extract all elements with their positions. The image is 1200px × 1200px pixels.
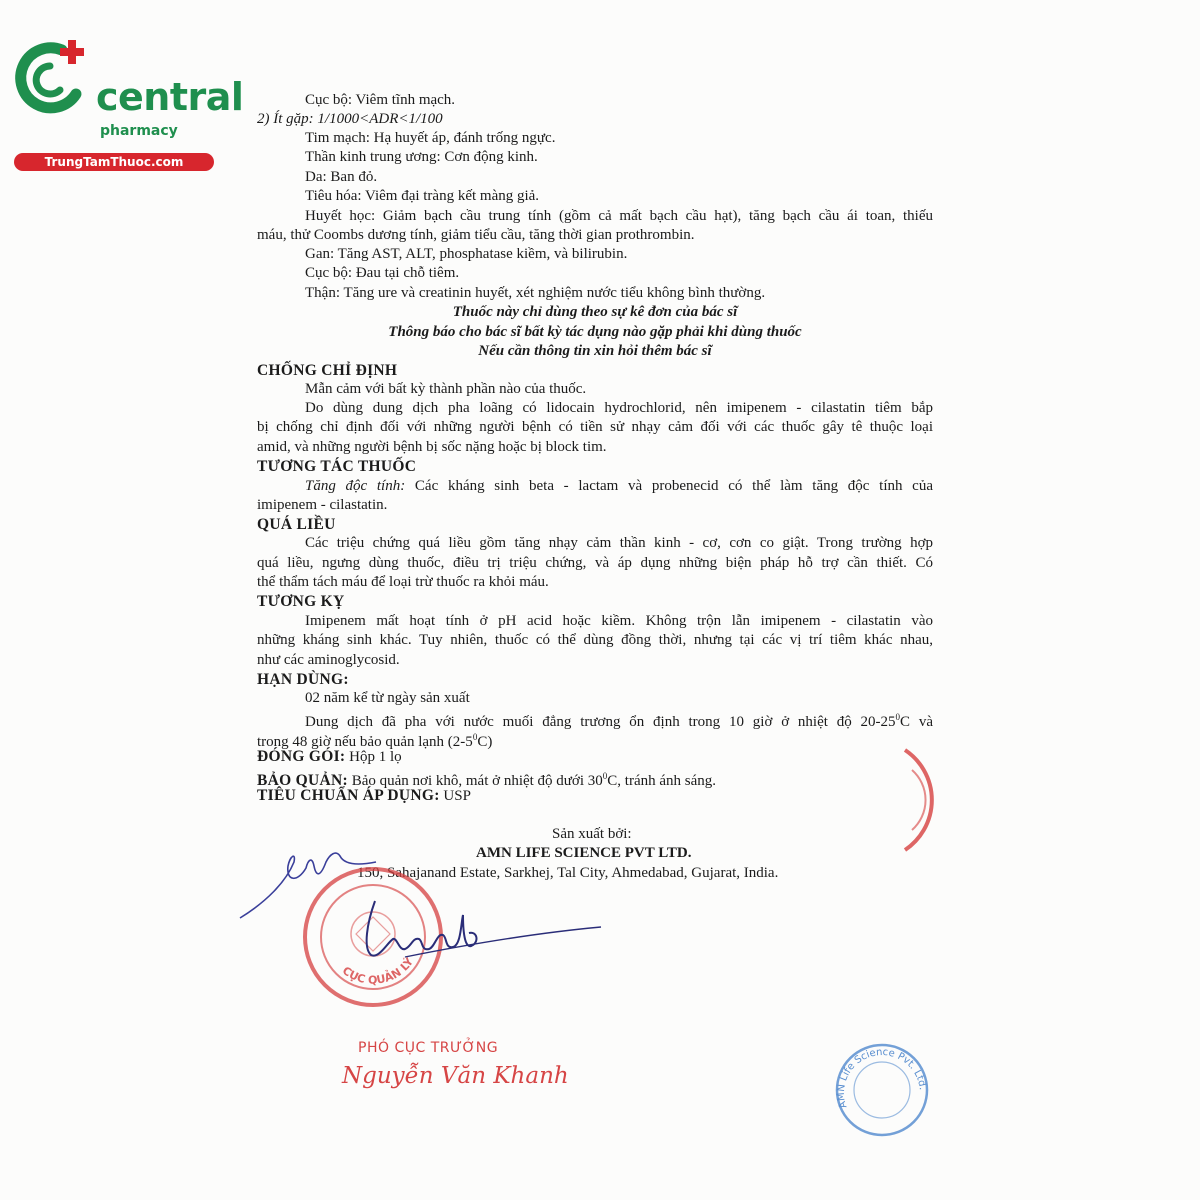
adr-line: Thần kinh trung ương: Cơn động kinh. xyxy=(305,149,538,165)
packing-label: ĐÓNG GÓI: xyxy=(257,748,346,765)
official-name: Nguyễn Văn Khanh xyxy=(342,1063,569,1089)
official-signature xyxy=(345,893,605,973)
packing-line xyxy=(257,747,402,767)
section-heading-incompatibilities: TƯƠNG KỴ xyxy=(257,593,345,610)
contra-line: Do dùng dung dịch pha loãng có lidocain hydrochlorid, nên imipenem - cilastatin tiêm bắp xyxy=(305,400,933,416)
company-stamp xyxy=(832,1040,932,1140)
central-pharmacy-logo[interactable] xyxy=(10,36,244,169)
incompat-line: những kháng sinh khác. Tuy nhiên, thuốc có thể dùng đồng thời, nhưng tại các vị trí tiêm khác nhau, xyxy=(257,632,933,648)
logo-subtitle: pharmacy xyxy=(100,123,178,139)
overdose-line: thể thẩm tách máu để loại trừ thuốc ra khỏi máu. xyxy=(257,574,549,590)
manufacturer-address: 150, Sahajanand Estate, Sarkhej, Tal City, Ahmedabad, Gujarat, India. xyxy=(357,865,779,881)
prescription-notice: Thông báo cho bác sĩ bất kỳ tác dụng nào gặp phải khi dùng thuốc xyxy=(388,324,802,340)
incompat-line: Imipenem mất hoạt tính ở pH acid hoặc kiềm. Không trộn lẫn imipenem - cilastatin vào xyxy=(305,613,933,629)
adr-line: Da: Ban đỏ. xyxy=(305,169,378,185)
official-title: PHÓ CỤC TRƯỞNG xyxy=(358,1040,499,1056)
storage-value: C, tránh ánh sáng. xyxy=(607,773,717,789)
overdose-line: Các triệu chứng quá liều gồm tăng nhạy cảm thần kinh - cơ, cơn co giật. Trong trường hợp xyxy=(305,535,933,551)
interact-text: Các kháng sinh beta - lactam và probenecid có thể làm tăng độc tính của xyxy=(405,478,933,494)
logo-url[interactable]: TrungTamThuoc.com xyxy=(14,153,214,171)
adr-frequency-heading: 2) Ít gặp: 1/1000<ADR<1/100 xyxy=(257,111,443,127)
svg-text:AMN Life Science Pvt. Ltd. xyxy=(836,1047,928,1110)
section-heading-shelf-life: HẠN DÙNG: xyxy=(257,671,349,688)
prescription-notice: Thuốc này chỉ dùng theo sự kê đơn của bác sĩ xyxy=(452,304,738,320)
company-stamp-text: AMN Life Science Pvt. Ltd. xyxy=(835,1046,928,1110)
adr-line: Cục bộ: Đau tại chỗ tiêm. xyxy=(305,265,460,281)
manufactured-by: Sản xuất bởi: xyxy=(552,826,632,842)
interact-lead: Tăng độc tính: xyxy=(305,478,406,494)
degree-sup: 0 xyxy=(895,712,901,722)
shelf-line: 02 năm kể từ ngày sản xuất xyxy=(305,690,470,706)
contra-line: bị chống chỉ định đối với những người bệnh có tiền sử nhạy cảm đối với các thuốc gây tê thuộc loại xyxy=(257,419,933,435)
degree-sup: 0 xyxy=(602,771,608,781)
manufacturer-name: AMN LIFE SCIENCE PVT LTD. xyxy=(476,845,692,861)
shelf-text: trong 48 giờ nếu bảo quản lạnh (2-5 xyxy=(257,734,473,750)
adr-line: máu, thử Coombs dương tính, giảm tiểu cầu, tăng thời gian prothrombin. xyxy=(257,227,695,243)
storage-label: BẢO QUẢN: xyxy=(257,772,348,789)
adr-line: Cục bộ: Viêm tĩnh mạch. xyxy=(305,92,456,108)
adr-line: Tiêu hóa: Viêm đại tràng kết màng giả. xyxy=(305,188,540,204)
shelf-text: Dung dịch đã pha với nước muối đẳng trương ổn định trong 10 giờ ở nhiệt độ 20-25 xyxy=(305,714,896,730)
adr-line: Tim mạch: Hạ huyết áp, đánh trống ngực. xyxy=(305,130,556,146)
storage-value: Bảo quản nơi khô, mát ở nhiệt độ dưới 30 xyxy=(347,773,603,789)
section-heading-interactions: TƯƠNG TÁC THUỐC xyxy=(257,458,417,475)
shelf-text: C) xyxy=(477,734,493,750)
incompat-line: như các aminoglycosid. xyxy=(257,652,400,668)
adr-line: Huyết học: Giảm bạch cầu trung tính (gồm cả mất bạch cầu hạt), tăng bạch cầu ái toan, thiếu xyxy=(305,208,933,224)
section-heading-overdose: QUÁ LIỀU xyxy=(257,516,336,533)
overdose-line: quá liều, ngưng dùng thuốc, điều trị triệu chứng, và áp dụng những biện pháp hỗ trợ cần thiết. Có xyxy=(257,555,933,571)
prescription-notice: Nếu cần thông tin xin hỏi thêm bác sĩ xyxy=(478,343,712,359)
pharmacy-cross-icon xyxy=(10,36,100,126)
logo-brand: central xyxy=(96,75,244,119)
partial-seal-stamp xyxy=(900,745,950,855)
seal-text: CỤC QUẢN LÝ xyxy=(339,955,417,987)
section-heading-contraindications: CHỐNG CHỈ ĐỊNH xyxy=(257,362,398,379)
interact-line: imipenem - cilastatin. xyxy=(257,497,388,513)
contra-line: amid, và những người bệnh bị sốc nặng hoặc bị block tim. xyxy=(257,439,607,455)
shelf-text: C và xyxy=(900,714,933,730)
adr-line: Gan: Tăng AST, ALT, phosphatase kiềm, và bilirubin. xyxy=(305,246,628,262)
adr-line: Thận: Tăng ure và creatinin huyết, xét nghiệm nước tiểu không bình thường. xyxy=(305,285,766,301)
interact-line xyxy=(305,477,933,496)
standard-label: TIÊU CHUẨN ÁP DỤNG: xyxy=(257,787,440,804)
standard-line xyxy=(257,786,471,806)
contra-line: Mẫn cảm với bất kỳ thành phần nào của thuốc. xyxy=(305,381,587,397)
degree-sup: 0 xyxy=(472,732,478,742)
packing-value: Hộp 1 lọ xyxy=(345,749,402,765)
standard-value: USP xyxy=(439,788,471,804)
